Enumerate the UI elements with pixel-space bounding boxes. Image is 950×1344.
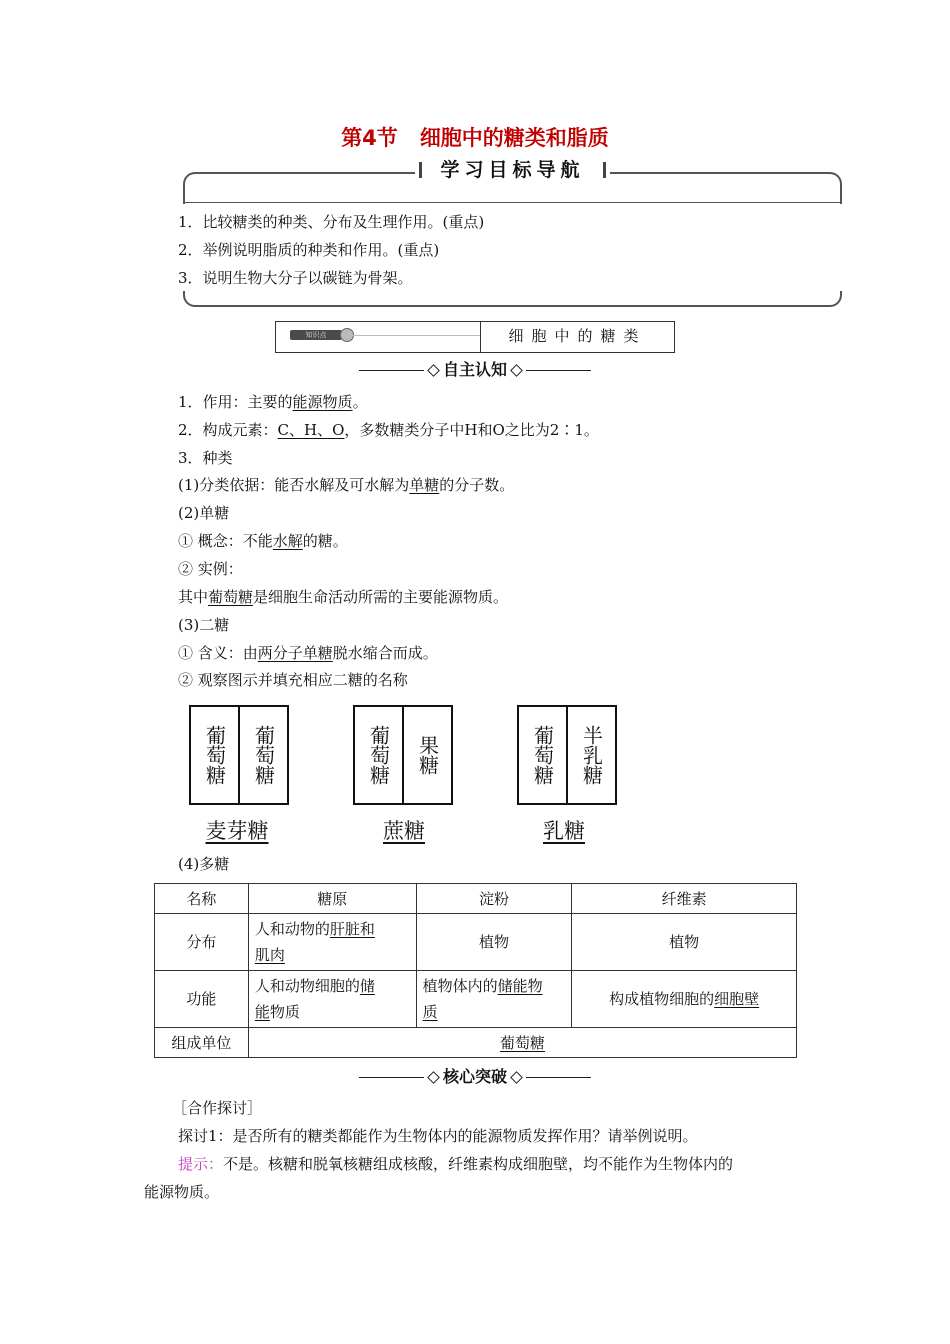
knowledge-point-box bbox=[275, 321, 675, 353]
disaccharide-diagram bbox=[189, 705, 289, 805]
content-line: 2．构成元素：C、H、O，多数糖类分子中H和O之比为2∶1。 bbox=[178, 421, 599, 439]
polysaccharide-table bbox=[154, 883, 797, 1058]
disaccharide-name: 麦芽糖 bbox=[205, 819, 269, 843]
content-line: ② 观察图示并填充相应二糖的名称 bbox=[178, 671, 408, 689]
monosaccharide-label: 葡萄糖 bbox=[366, 725, 391, 785]
content-line: 能源物质。 bbox=[144, 1183, 220, 1201]
page-title bbox=[0, 122, 950, 152]
table-cell: 人和动物的肝脏和 肌肉 bbox=[248, 914, 416, 971]
monosaccharide-label: 葡萄糖 bbox=[530, 725, 555, 785]
content-line: (2)单糖 bbox=[178, 504, 230, 522]
knowledge-point-tag: 知识点 bbox=[290, 330, 342, 340]
table-header: 淀粉 bbox=[416, 884, 572, 914]
diamond-icon bbox=[510, 1071, 523, 1084]
disaccharide-name: 乳糖 bbox=[543, 819, 585, 843]
disaccharide-name: 蔗糖 bbox=[383, 819, 425, 843]
table-header: 纤维素 bbox=[572, 884, 797, 914]
objective-item: 1．比较糖类的种类、分布及生理作用。(重点) bbox=[178, 213, 485, 231]
content-line: ［合作探讨］ bbox=[172, 1099, 263, 1117]
monosaccharide-label: 葡萄糖 bbox=[202, 725, 227, 785]
content-line: (1)分类依据：能否水解及可水解为单糖的分子数。 bbox=[178, 476, 515, 494]
monosaccharide-label: 半乳糖 bbox=[579, 725, 604, 785]
section-name: 细胞中的糖类和脂质 bbox=[419, 126, 609, 150]
content-line: ① 含义：由两分子单糖脱水缩合而成。 bbox=[178, 644, 438, 662]
content-line: (3)二糖 bbox=[178, 616, 230, 634]
table-cell: 构成植物细胞的细胞壁 bbox=[572, 971, 797, 1028]
row-label: 分布 bbox=[155, 914, 249, 971]
objectives-heading: 学习目标导航 bbox=[415, 156, 610, 184]
content-line: (4)多糖 bbox=[178, 855, 230, 873]
row-label: 组成单位 bbox=[155, 1028, 249, 1058]
monosaccharide-label: 果糖 bbox=[415, 735, 440, 775]
diamond-icon bbox=[510, 364, 523, 377]
table-row bbox=[155, 1028, 797, 1058]
disaccharide-diagram bbox=[517, 705, 617, 805]
diamond-icon bbox=[427, 364, 440, 377]
content-line: 3．种类 bbox=[178, 449, 233, 467]
knowledge-point-title: 细胞中的糖类 bbox=[508, 327, 647, 345]
self-study-heading: 自主认知 bbox=[0, 360, 950, 380]
diamond-icon bbox=[427, 1071, 440, 1084]
content-line: ② 实例： bbox=[178, 560, 243, 578]
content-line: 探讨1：是否所有的糖类都能作为生物体内的能源物质发挥作用？请举例说明。 bbox=[178, 1127, 698, 1145]
table-row bbox=[155, 914, 797, 971]
content-line: 1．作用：主要的能源物质。 bbox=[178, 393, 368, 411]
table-cell: 植物 bbox=[416, 914, 572, 971]
disaccharide-diagram bbox=[353, 705, 453, 805]
row-label: 功能 bbox=[155, 971, 249, 1028]
content-line: 提示：不是。核糖和脱氧核糖组成核酸，纤维素构成细胞壁，均不能作为生物体内的 bbox=[178, 1155, 734, 1173]
core-heading: 核心突破 bbox=[0, 1067, 950, 1087]
objective-item: 3．说明生物大分子以碳链为骨架。 bbox=[178, 269, 413, 287]
objective-item: 2．举例说明脂质的种类和作用。(重点) bbox=[178, 241, 440, 259]
content-line: 其中葡萄糖是细胞生命活动所需的主要能源物质。 bbox=[178, 588, 509, 606]
table-row bbox=[155, 884, 797, 914]
table-cell: 植物 bbox=[572, 914, 797, 971]
table-row bbox=[155, 971, 797, 1028]
table-header: 名称 bbox=[155, 884, 249, 914]
hint-label: 提示： bbox=[178, 1155, 224, 1173]
monosaccharide-label: 葡萄糖 bbox=[251, 725, 276, 785]
table-cell: 葡萄糖 bbox=[248, 1028, 796, 1058]
section-number: 第4节 bbox=[341, 126, 398, 150]
table-cell: 人和动物细胞的储 能物质 bbox=[248, 971, 416, 1028]
table-cell: 植物体内的储能物 质 bbox=[416, 971, 572, 1028]
table-header: 糖原 bbox=[248, 884, 416, 914]
content-line: ① 概念：不能水解的糖。 bbox=[178, 532, 348, 550]
